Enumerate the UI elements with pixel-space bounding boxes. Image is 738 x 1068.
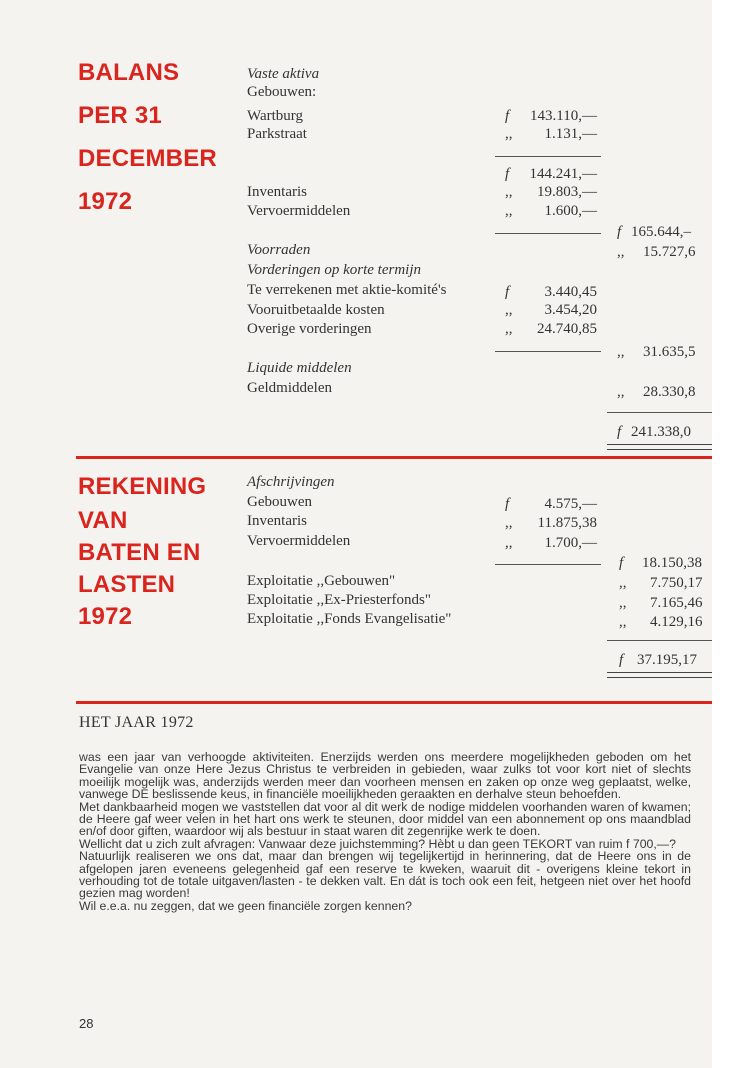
afschr-inventaris-amount: 11.875,38	[537, 515, 597, 531]
afschr-vervoermiddelen-label: Vervoermiddelen	[247, 533, 351, 549]
afschr-vervoermiddelen-currency: ,,	[505, 535, 513, 551]
parkstraat-amount: 1.131,—	[544, 126, 597, 142]
expl-gebouwen-amount: 7.750,17	[650, 575, 703, 591]
rekening-grand-total-amount: 37.195,17	[637, 652, 697, 668]
gebouwen-subtotal-amount: 144.241,—	[529, 166, 597, 182]
expl-ex-priester-label: Exploitatie ,,Ex-Priesterfonds"	[247, 592, 431, 608]
jaar-paragraph-4: Natuurlijk realiseren we ons dat, maar dan brengen wij tegelijkertijd in herinnering, dat de Heere ons in de afgelopen jaren eveneens gelegenheid gaf een reserve te kweken, waaruit dit - overigens kleine tekort in verhouding tot de totale uitgaven/lasten - te dekken valt. En dát is toch ook een feit, hetgeen niet over het hoofd gezien mag worden!	[79, 849, 691, 901]
balans-double-rule	[607, 444, 712, 450]
afschr-inventaris-label: Inventaris	[247, 513, 307, 529]
voorraden-amount: 15.727,6	[643, 244, 696, 260]
wartburg-label: Wartburg	[247, 108, 304, 124]
rekening-total-rule	[607, 640, 712, 641]
vervoermiddelen-currency: ,,	[505, 203, 513, 219]
geldmiddelen-currency: ,,	[617, 384, 625, 400]
vooruitbetaalde-currency: ,,	[505, 302, 513, 318]
expl-ex-priester-currency: ,,	[619, 595, 627, 611]
section-divider-2	[76, 701, 712, 704]
balans-heading-line-4: 1972	[78, 188, 133, 215]
geldmiddelen-amount: 28.330,8	[643, 384, 696, 400]
vorderingen-total-currency: ,,	[617, 344, 625, 360]
geldmiddelen-label: Geldmiddelen	[247, 380, 332, 396]
vervoermiddelen-label: Vervoermiddelen	[247, 203, 351, 219]
overige-amount: 24.740,85	[537, 321, 597, 337]
parkstraat-currency: ,,	[505, 126, 513, 142]
rekening-grand-total-currency: f	[619, 652, 624, 668]
expl-evangelisatie-amount: 4.129,16	[650, 614, 703, 630]
vooruitbetaalde-label: Vooruitbetaalde kosten	[247, 302, 385, 318]
expl-gebouwen-label: Exploitatie ,,Gebouwen"	[247, 573, 396, 589]
gebouwen-label: Gebouwen:	[247, 84, 317, 100]
balans-total-rule	[607, 412, 712, 413]
gebouwen-subtotal-rule	[495, 156, 601, 157]
voorraden-currency: ,,	[617, 244, 625, 260]
overige-currency: ,,	[505, 321, 513, 337]
inventaris-label: Inventaris	[247, 184, 307, 200]
vaste-aktiva-total-amount: 165.644,–	[631, 224, 691, 240]
te-verrekenen-currency: f	[505, 284, 510, 300]
jaar-paragraph-1: was een jaar van verhoogde aktiviteiten. Enerzijds werden ons meerdere mogelijkheden geboden om het Evangelie van onze Here Jezus Christus te verbreiden in gebieden, waar zulks tot voor kort niet of slechts moeilijk mogelijk was, anderzijds werden meer dan voorheen mensen en zaken op onze weg geplaatst, welke, vanwege DE beslissende keus, in financiële moeilijkheden geraakten en derhalve steun behoefden.	[79, 750, 691, 802]
wartburg-amount: 143.110,—	[530, 108, 597, 124]
te-verrekenen-label: Te verrekenen met aktie-komité's	[247, 282, 447, 298]
balans-heading-line-3: DECEMBER	[78, 145, 217, 172]
te-verrekenen-amount: 3.440,45	[544, 284, 597, 300]
vorderingen-title: Vorderingen op korte termijn	[247, 262, 422, 278]
afschr-total-currency: f	[619, 555, 624, 571]
afschr-gebouwen-currency: f	[505, 496, 510, 512]
vaste-aktiva-title: Vaste aktiva	[247, 66, 320, 82]
rekening-heading-line-3: BATEN EN	[78, 539, 201, 566]
vervoermiddelen-amount: 1.600,—	[544, 203, 597, 219]
afschr-vervoermiddelen-amount: 1.700,—	[544, 535, 597, 551]
expl-evangelisatie-label: Exploitatie ,,Fonds Evangelisatie"	[247, 611, 452, 627]
afschrijvingen-title: Afschrijvingen	[247, 474, 335, 490]
rekening-heading-line-4: LASTEN	[78, 571, 176, 598]
expl-gebouwen-currency: ,,	[619, 575, 627, 591]
jaar-title: HET JAAR 1972	[79, 714, 194, 731]
vaste-aktiva-rule	[495, 233, 601, 234]
balans-grand-total-currency: f	[617, 424, 622, 440]
vorderingen-total-amount: 31.635,5	[643, 344, 696, 360]
expl-evangelisatie-currency: ,,	[619, 614, 627, 630]
afschr-gebouwen-amount: 4.575,—	[544, 496, 597, 512]
rekening-double-rule	[607, 672, 712, 678]
balans-grand-total-amount: 241.338,0	[631, 424, 691, 440]
inventaris-amount: 19.803,—	[537, 184, 597, 200]
afschr-gebouwen-label: Gebouwen	[247, 494, 312, 510]
wartburg-currency: f	[505, 108, 510, 124]
section-divider-1	[76, 456, 712, 459]
vorderingen-rule	[495, 351, 601, 352]
vooruitbetaalde-amount: 3.454,20	[544, 302, 597, 318]
rekening-heading-line-5: 1972	[78, 603, 133, 630]
rekening-heading-line-1: REKENING	[78, 473, 207, 500]
jaar-body	[79, 751, 691, 912]
expl-ex-priester-amount: 7.165,46	[650, 595, 703, 611]
inventaris-currency: ,,	[505, 184, 513, 200]
vaste-aktiva-total-currency: f	[617, 224, 622, 240]
voorraden-label: Voorraden	[247, 242, 311, 258]
page-number: 28	[79, 1016, 94, 1031]
afschr-inventaris-currency: ,,	[505, 515, 513, 531]
afschr-total-amount: 18.150,38	[642, 555, 702, 571]
afschrijvingen-rule	[495, 564, 601, 565]
rekening-heading-line-2: VAN	[78, 507, 128, 534]
jaar-paragraph-2: Met dankbaarheid mogen we vaststellen dat voor al dit werk de nodige middelen voorhanden waren of kwamen; de Heere gaf weer velen in het hart ons werk te steunen, door middel van een abonnement op ons maandblad en/of door giften, waardoor wij als bestuur in staat waren dit zegenrijke werk te doen.	[79, 799, 691, 839]
jaar-paragraph-3: Wellicht dat u zich zult afvragen: Vanwaar deze juichstemming? Hèbt u dan geen TEKORT van ruim f 700,—?	[79, 836, 676, 851]
liquide-title: Liquide middelen	[247, 360, 352, 376]
balans-heading-line-2: PER 31	[78, 102, 162, 129]
gebouwen-subtotal-currency: f	[505, 166, 510, 182]
parkstraat-label: Parkstraat	[247, 126, 307, 142]
balans-heading-line-1: BALANS	[78, 59, 180, 86]
jaar-paragraph-5: Wil e.e.a. nu zeggen, dat we geen financiële zorgen kennen?	[79, 898, 412, 913]
overige-label: Overige vorderingen	[247, 321, 372, 337]
